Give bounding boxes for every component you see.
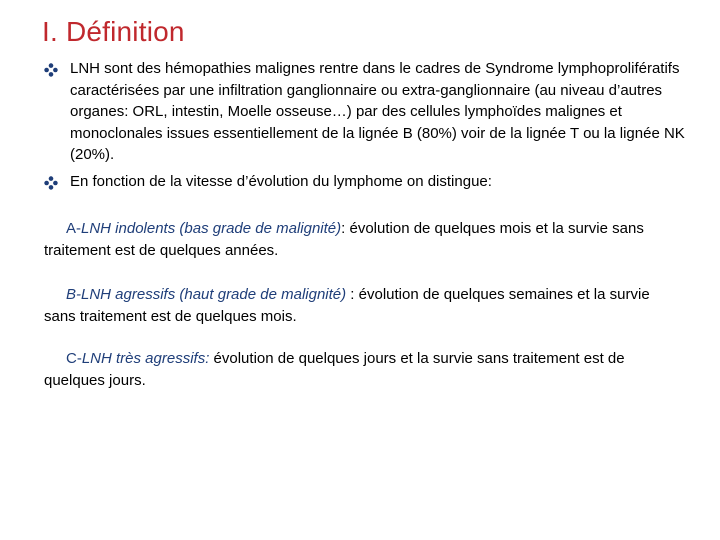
diamond-bullet-icon [44, 63, 58, 77]
bullet-item [44, 171, 694, 193]
category-prefix: A- [66, 220, 81, 237]
category-term: LNH très agressifs: [81, 350, 210, 367]
category-description: : évolution de quelques semaines et la survie sans traitement est de quelques mois. [44, 286, 650, 325]
bullet-text: En fonction de la vitesse d’évolution du lymphome on distingue: [70, 173, 492, 190]
bullet-text: LNH sont des hémopathies malignes rentre dans le cadres de Syndrome lymphoprolifératifs caractérisées par une infiltration ganglionnaire ou extra-ganglionnaire (au niveau d’autres organes: ORL, intestin, Moelle osseuse…) par des cellules lymphoïdes malignes et monoclonales issues essentiellement de la lignée B (80%) voir de la lignée T ou la lignée NK (20%). [70, 60, 685, 163]
category-description: : évolution de quelques mois et la survie sans traitement est de quelques années. [44, 220, 644, 259]
category-very-aggressive [44, 348, 674, 392]
category-prefix: B- [66, 286, 81, 303]
category-aggressive [44, 284, 674, 328]
diamond-bullet-icon [44, 176, 58, 190]
category-term: LNH agressifs (haut grade de malignité) [81, 286, 347, 303]
category-prefix: C- [66, 350, 82, 367]
page-title: I. Définition [42, 16, 185, 47]
bullet-item [44, 58, 694, 166]
category-description: évolution de quelques jours et la survie sans traitement est de quelques jours. [44, 350, 625, 389]
category-indolent [44, 218, 674, 262]
category-term: LNH indolents (bas grade de malignité) [81, 220, 342, 237]
